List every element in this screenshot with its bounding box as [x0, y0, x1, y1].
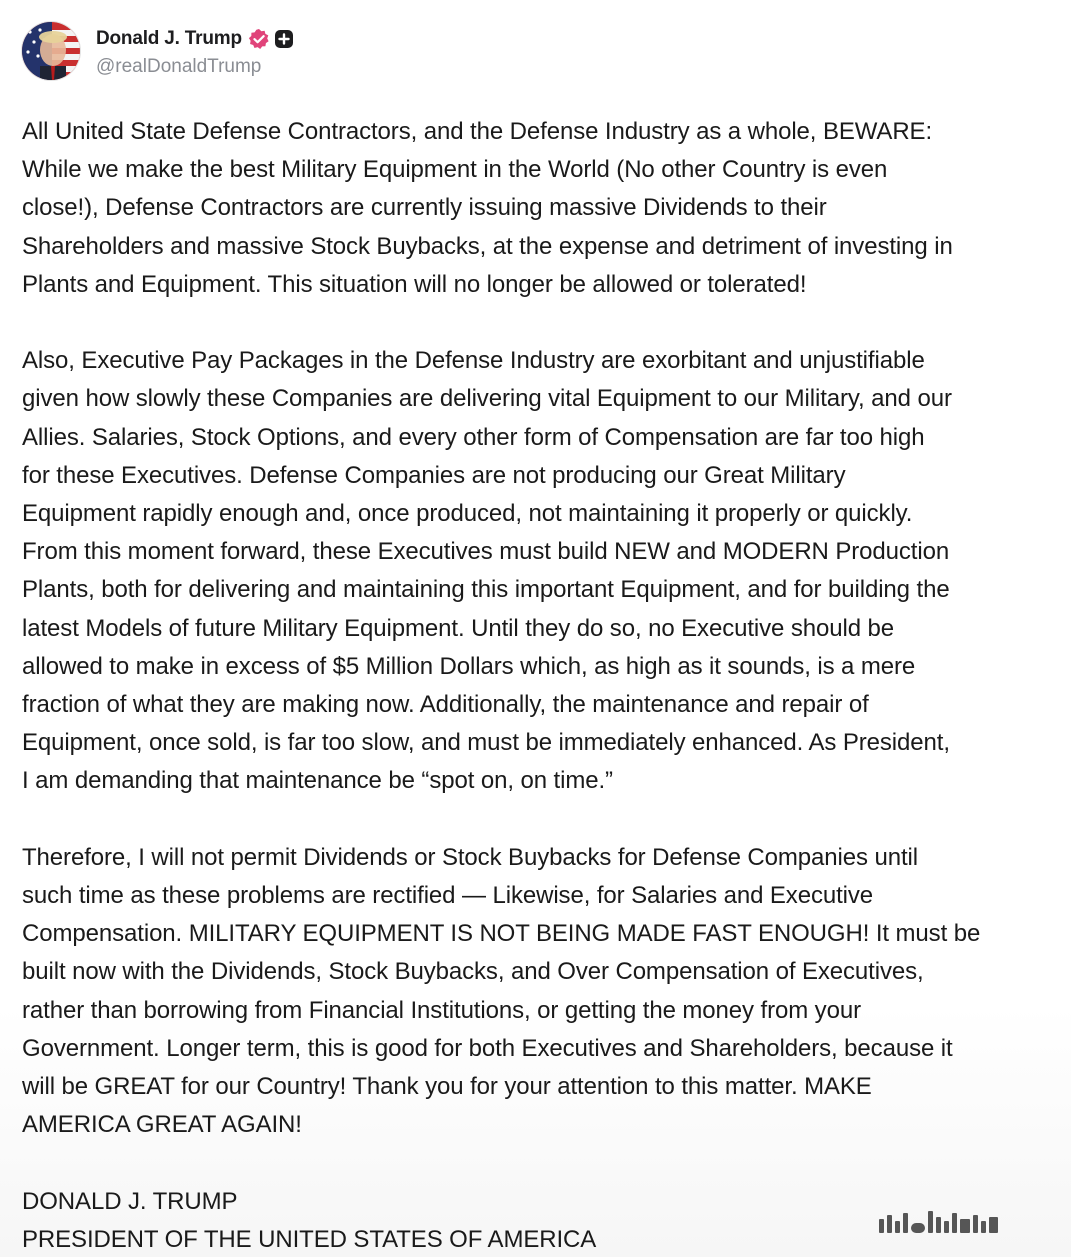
- author-name[interactable]: Donald J. Trump: [96, 28, 242, 49]
- post-paragraph: Also, Executive Pay Packages in the Defense Industry are exorbitant and unjustifiable given how slowly these Companies are delivering vital Equipment to our Military, and our Allies. Salaries, Stock Options, and every other form of Compensation are far too high for these Executives. Defense Companies are not producing our Great Military Equipment rapidly enough and, once produced, not maintaining it properly or quickly. From this moment forward, these Executives must build NEW and MODERN Production Plants, both for delivering and maintaining this important Equipment, and for building the latest Models of future Military Equipment. Until they do so, no Executive should be allowed to make in excess of $5 Million Dollars which, as high as it sounds, is a mere fraction of what they are making now. Additionally, the maintenance and repair of Equipment, once sold, is far too slow, and must be immediately enhanced. As President, I am demanding that maintenance be “spot on, on time.”: [22, 347, 952, 795]
- post-header: [22, 20, 294, 82]
- name-row: [96, 24, 294, 54]
- post-body: [22, 113, 1062, 1259]
- avatar[interactable]: [22, 22, 80, 80]
- post-signature: DONALD J. TRUMP PRESIDENT OF THE UNITED STATES OF AMERICA: [22, 1187, 597, 1253]
- post-paragraph: All United State Defense Contractors, and the Defense Industry as a whole, BEWARE: While we make the best Military Equipment in the World (No other Country is even close!), Defense Contractors are currently issuing massive Dividends to their Shareholders and massive Stock Buybacks, at the expense and detriment of investing in Plants and Equipment. This situation will no longer be allowed or tolerated!: [22, 118, 953, 298]
- plus-square-icon: [274, 29, 294, 49]
- verified-badge-icon: [248, 28, 270, 50]
- author-identity: [96, 24, 294, 78]
- post-paragraph: Therefore, I will not permit Dividends or Stock Buybacks for Defense Companies until such time as these problems are rectified — Likewise, for Salaries and Executive Compensation. MILITARY EQUIPMENT IS NOT BEING MADE FAST ENOUGH! It must be built now with the Dividends, Stock Buybacks, and Over Compensation of Executives, rather than borrowing from Financial Institutions, or getting the money from your Government. Longer term, this is good for both Executives and Shareholders, because it will be GREAT for our Country! Thank you for your attention to this matter. MAKE AMERICA GREAT AGAIN!: [22, 843, 981, 1139]
- watermark-icon: [879, 1207, 1049, 1233]
- author-handle[interactable]: @realDonaldTrump: [96, 56, 262, 77]
